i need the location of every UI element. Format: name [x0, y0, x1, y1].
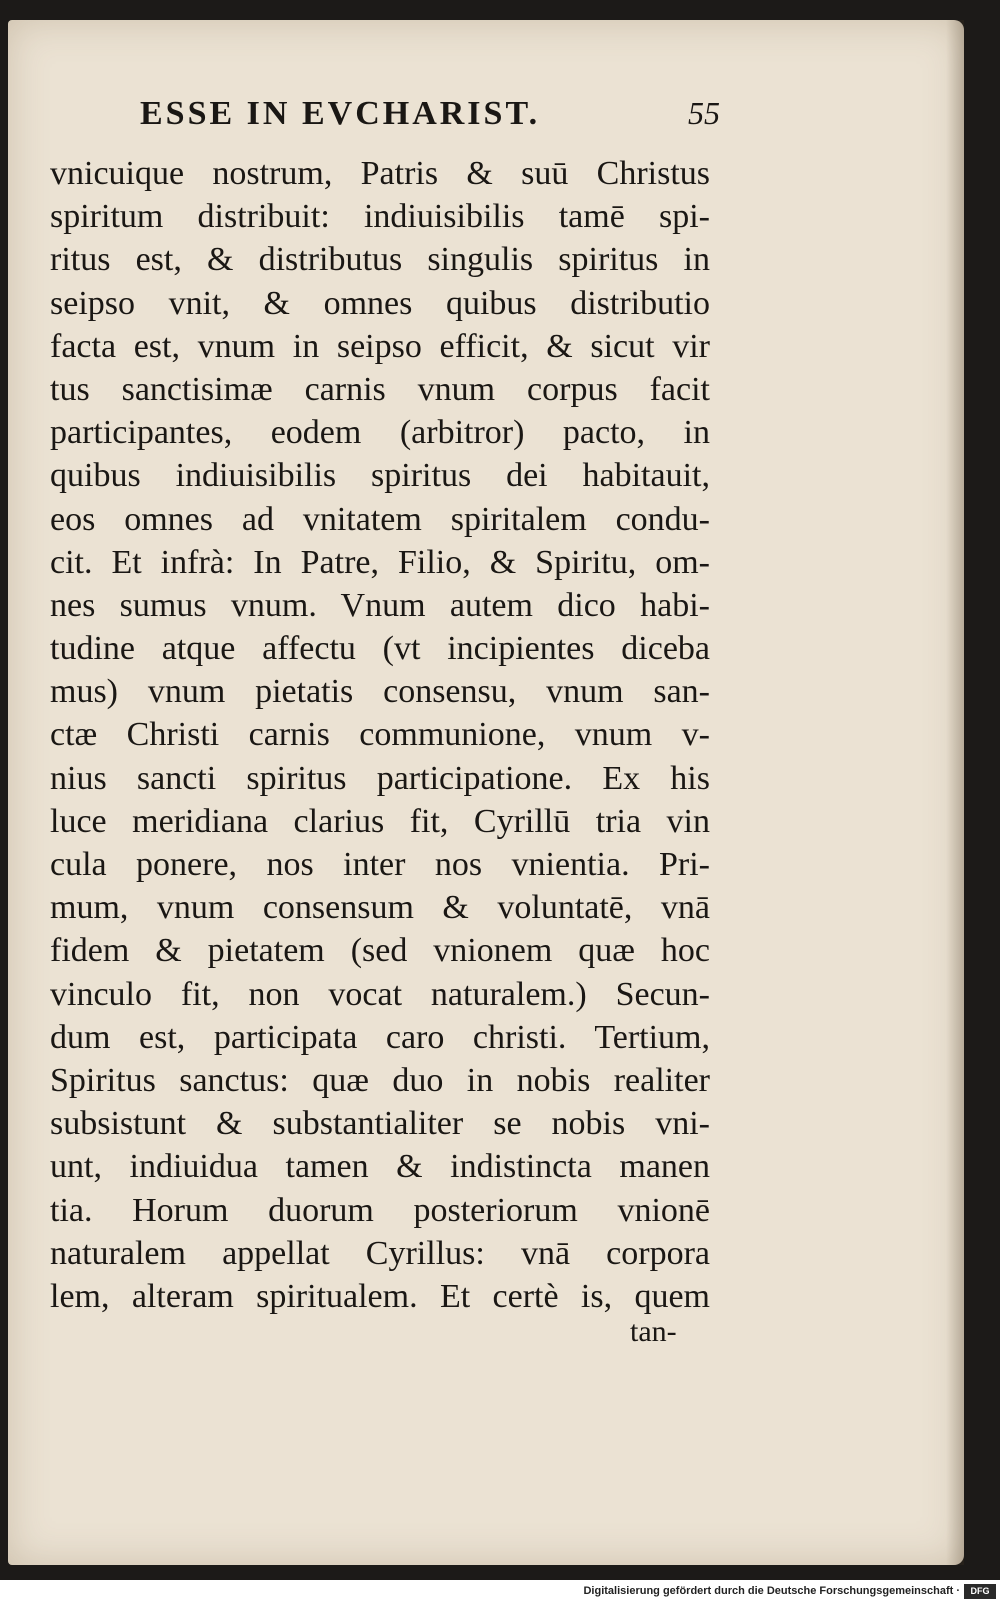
text-line: tia. Horum duorum posteriorum vnionē: [50, 1191, 710, 1229]
footer-bar: [0, 1580, 1000, 1604]
text-line: spiritum distribuit: indiuisibilis tamē spi-: [50, 198, 710, 236]
page-edge-shadow: [946, 20, 964, 1565]
text-line: nes sumus vnum. Vnum autem dico habi-: [50, 586, 710, 624]
page-number: 55: [688, 95, 720, 131]
text-line: luce meridiana clarius fit, Cyrillū tria vin: [50, 802, 710, 840]
text-line: nius sancti spiritus participatione. Ex his: [50, 759, 710, 797]
running-head: [140, 95, 720, 145]
text-line: ctæ Christi carnis communione, vnum v-: [50, 716, 710, 754]
body-text: [50, 152, 710, 1318]
text-line: tus sanctisimæ carnis vnum corpus facit: [50, 370, 710, 408]
text-line: vnicuique nostrum, Patris & suū Christus: [50, 155, 710, 192]
text-line: participantes, eodem (arbitror) pacto, in: [50, 414, 710, 452]
text-line: fidem & pietatem (sed vnionem quæ hoc: [50, 932, 710, 970]
text-line: facta est, vnum in seipso efficit, & sicut vir: [50, 327, 710, 365]
text-line: mus) vnum pietatis consensu, vnum san-: [50, 673, 710, 711]
text-line: mum, vnum consensum & voluntatē, vnā: [50, 889, 710, 927]
dfg-logo: DFG: [964, 1584, 996, 1599]
text-line: seipso vnit, & omnes quibus distributio: [50, 284, 710, 322]
text-line: dum est, participata caro christi. Tertium,: [50, 1018, 710, 1056]
digitization-credit: Digitalisierung gefördert durch die Deutsche Forschungsgemeinschaft ·: [583, 1585, 960, 1597]
text-line: cit. Et infrà: In Patre, Filio, & Spiritu, om-: [50, 543, 710, 581]
text-line: ritus est, & distributus singulis spiritus in: [50, 241, 710, 279]
text-line: subsistunt & substantialiter se nobis vni-: [50, 1105, 710, 1143]
text-line: eos omnes ad vnitatem spiritalem condu-: [50, 500, 710, 538]
text-line: quibus indiuisibilis spiritus dei habitauit,: [50, 457, 710, 495]
text-line: naturalem appellat Cyrillus: vnā corpora: [50, 1234, 710, 1272]
text-line: Spiritus sanctus: quæ duo in nobis realiter: [50, 1061, 710, 1099]
text-line: cula ponere, nos inter nos vnientia. Pri-: [50, 846, 710, 883]
catchword: tan-: [630, 1315, 677, 1348]
running-head-title: ESSE IN EVCHARIST.: [140, 95, 541, 132]
text-line: tudine atque affectu (vt incipientes diceba: [50, 630, 710, 668]
text-line: lem, alteram spiritualem. Et certè is, quem: [50, 1277, 710, 1315]
text-line: unt, indiuidua tamen & indistincta manen: [50, 1148, 710, 1186]
text-line: vinculo fit, non vocat naturalem.) Secun-: [50, 975, 710, 1013]
